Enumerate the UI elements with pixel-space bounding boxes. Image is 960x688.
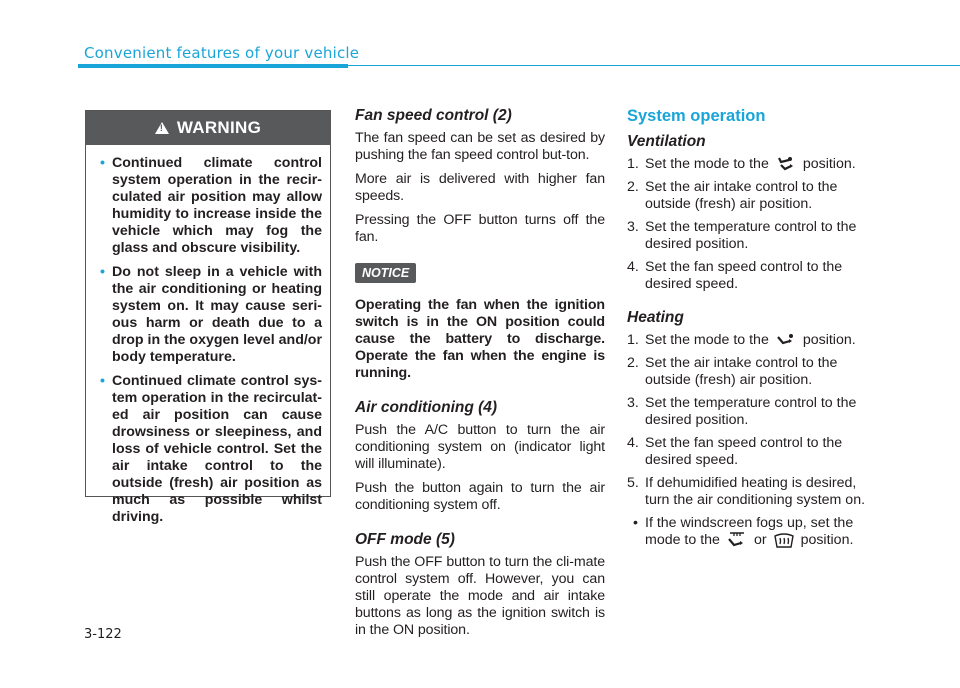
- heating-steps: [627, 332, 877, 509]
- fan-paragraph: More air is delivered with higher fan speeds.: [355, 171, 605, 204]
- list-item: 3. Set the temperature control to the desired position.: [627, 395, 857, 428]
- ac-paragraph: Push the A/C button to turn the air conditioning system on (indicator light will illuminate).: [355, 422, 605, 472]
- right-column: [627, 107, 877, 549]
- list-item: 1. Set the mode to the position.: [627, 156, 856, 172]
- fan-paragraph: The fan speed can be set as desired by pushing the fan speed control but-ton.: [355, 130, 605, 163]
- windscreen-defrost-icon: [773, 532, 795, 548]
- warning-item: • Do not sleep in a vehicle with the air conditioning or heating system on. It may cause seri-ous harm or death due to a drop in the oxygen level and/or body temperature.: [100, 264, 322, 366]
- header-accent-bar: [78, 64, 348, 68]
- off-paragraph: Push the OFF button to turn the cli-mate control system off. However, you can still operate the mode and air intake buttons as long as the ignition switch is in the ON position.: [355, 554, 605, 638]
- page-number: 3-122: [84, 627, 122, 642]
- system-operation-heading: System operation: [627, 107, 766, 125]
- face-vent-mode-icon: [775, 156, 797, 172]
- header-rule: [348, 65, 960, 66]
- list-item: 4. Set the fan speed control to the desired speed.: [627, 435, 843, 468]
- notice-badge: NOTICE: [355, 263, 416, 283]
- list-item: 3. Set the temperature control to the desired position.: [627, 219, 857, 252]
- warning-item: • Continued climate control sys-tem operation in the recirculat-ed air position can cause drowsiness or sleepiness, and loss of vehicle control. Set the air intake control to the outside (fresh) air position as much as possible whilst driving.: [100, 373, 322, 526]
- ac-heading: Air conditioning (4): [355, 399, 498, 416]
- list-item: 1. Set the mode to the position.: [627, 332, 856, 348]
- list-item: 2. Set the air intake control to the outside (fresh) air position.: [627, 355, 838, 388]
- off-mode-heading: OFF mode (5): [355, 531, 455, 548]
- warning-item: • Continued climate control system operation in the recir-culated air position may allow humidity to increase inside the vehicle which may fog the glass and obscure visibility.: [100, 155, 322, 257]
- fan-speed-heading: Fan speed control (2): [355, 107, 512, 124]
- list-item: • If the windscreen fogs up, set the mode to the or position.: [627, 515, 877, 549]
- section-header: Convenient features of your vehicle: [84, 44, 360, 62]
- warning-label: WARNING: [176, 118, 262, 137]
- list-item: 5. If dehumidified heating is desired, turn the air conditioning system on.: [627, 475, 866, 508]
- fan-paragraph: Pressing the OFF button turns off the fan.: [355, 212, 605, 245]
- warning-list: [86, 145, 330, 526]
- floor-defrost-mode-icon: [726, 532, 748, 548]
- warning-triangle-icon: [155, 122, 169, 134]
- warning-box: [85, 110, 331, 525]
- ventilation-heading: Ventilation: [627, 133, 706, 150]
- list-item: 4. Set the fan speed control to the desired speed.: [627, 259, 843, 292]
- list-item: 2. Set the air intake control to the outside (fresh) air position.: [627, 179, 838, 212]
- ventilation-steps: [627, 156, 877, 293]
- heating-heading: Heating: [627, 309, 684, 326]
- floor-mode-icon: [775, 332, 797, 348]
- middle-column: [355, 107, 605, 646]
- warning-header: [86, 111, 330, 145]
- ac-paragraph: Push the button again to turn the air conditioning system off.: [355, 480, 605, 513]
- notice-text: Operating the fan when the ignition switch is in the ON position could cause the battery to discharge. Operate the fan when the engine is running.: [355, 297, 605, 381]
